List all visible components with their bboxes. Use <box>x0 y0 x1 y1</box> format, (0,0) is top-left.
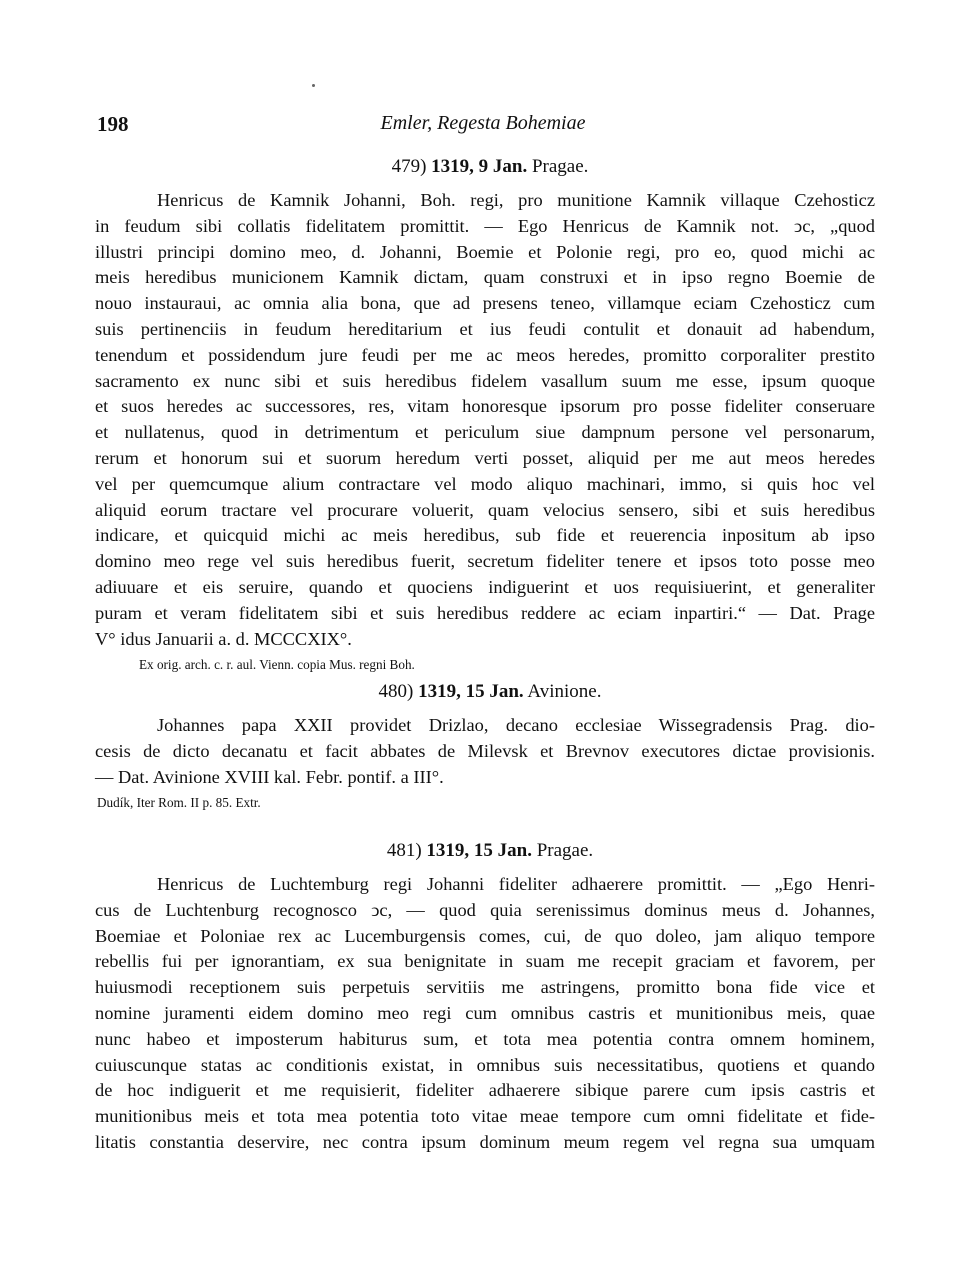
entry-number: 481) <box>386 840 422 861</box>
body-line: rerum et honorum sui et suorum heredum verti posset, aliquid per me aut meos heredes <box>95 447 875 468</box>
entry-479 <box>95 154 875 675</box>
body-line: cuiuscunque statas ac conditionis existat, in omnibus suis necessitatibus, quotiens et quando <box>95 1054 875 1075</box>
entry-place: Pragae. <box>531 156 589 177</box>
body-line: Henricus de Kamnik Johanni, Boh. regi, pro munitione Kamnik villaque Czehosticz <box>157 190 875 210</box>
body-line: Johannes papa XXII providet Drizlao, decano ecclesiae Wissegradensis Prag. dio- <box>157 715 875 735</box>
body-line: rebellis fui per ignorantiam, ex sua benignitate in suam me recepit graciam et favorem, per <box>95 951 875 972</box>
body-line: cesis de dicto decanatu et facit abbates de Milevsk et Brevnov executores dictae provisionis. <box>95 740 875 761</box>
body-line: vel per quemcumque alium contractare vel modo aliquo machinari, immo, si quis hoc vel <box>95 473 875 494</box>
page-header <box>97 112 869 142</box>
body-line: illustri principi domino meo, d. Johanni, Boemie et Polonie regi, pro eo, quod michi ac <box>95 241 875 262</box>
body-line: in feudum sibi collatis fidelitatem promittit. — Ego Henricus de Kamnik not. ↄc, „quod <box>95 215 875 236</box>
body-line: suis pertinenciis in feudum hereditarium et ius feudi contulit et donauit ad habendum, <box>95 318 875 339</box>
body-line: puram et veram fidelitatem sibi et suis heredibus reddere ac eciam inpartiri.“ — Dat. Prage <box>95 602 875 623</box>
body-line: domino meo rege vel suis heredibus fuerit, secretum fideliter tenere et ipsos toto posse meo <box>95 551 875 572</box>
entry-date: 1319, 15 Jan. <box>426 840 532 861</box>
source-citation: Ex orig. arch. c. r. aul. Vienn. copia Mus. regni Boh. <box>139 657 415 673</box>
body-line: V° idus Januarii a. d. MCCCXIX°. <box>95 628 352 649</box>
body-line: huiusmodi receptionem suis perpetuis servitiis me astringens, promitto bona fide vice et <box>95 977 875 998</box>
body-line: de hoc indiguerit et me requisierit, fideliter adhaerere sibique parere cum ipsis castris et <box>95 1080 875 1101</box>
entry-number: 480) <box>378 681 414 702</box>
body-line: tenendum et possidendum jure feudi per me ac meos heredes, promitto corporaliter prestito <box>95 344 875 365</box>
body-line: litatis constantia deservire, nec contra ipsum dominum meum regem vel regna sua umquam <box>95 1131 875 1152</box>
body-line: cus de Luchtenburg recognosco ↄc, — quod quia serenissimus dominus meus d. Johannes, <box>95 899 875 920</box>
page-number: 198 <box>97 112 129 136</box>
entry-place: Pragae. <box>536 840 594 861</box>
entry-date: 1319, 15 Jan. <box>418 681 524 702</box>
body-line: nomine juramenti eidem domino meo regi cum omnibus castris et munitionibus meis, quae <box>95 1002 875 1023</box>
scan-speck <box>312 84 315 87</box>
entry-date: 1319, 9 Jan. <box>431 156 528 177</box>
body-line: sacramento ex nunc sibi et suis heredibus fidelem vasallum suum me esse, ipsum quoque <box>95 370 875 391</box>
entry-heading <box>95 154 875 180</box>
body-line: munitionibus meis et tota mea potentia toto vitae meae tempore cum omni fidelitate et fide- <box>95 1106 875 1127</box>
entry-heading <box>95 679 875 705</box>
entry-heading <box>95 838 875 864</box>
body-line: Boemiae et Poloniae rex ac Lucemburgensis comes, cui, de quo doleo, jam aliquo tempore <box>95 925 875 946</box>
body-line: — Dat. Avinione XVIII kal. Febr. pontif. a III°. <box>95 766 444 787</box>
entry-number: 479) <box>391 156 427 177</box>
running-title: Emler, Regesta Bohemiae <box>380 112 586 134</box>
source-citation: Dudík, Iter Rom. II p. 85. Extr. <box>97 795 261 811</box>
body-line: meis heredibus municionem Kamnik dictam, quam construxi et in ipso regno Boemie de <box>95 267 875 288</box>
body-line: aliquid eorum tractare vel procurare voluerit, quam velocius sensero, sibi et suis heredibus <box>95 499 875 520</box>
entry-place: Avinione. <box>527 681 602 702</box>
entry-480 <box>95 679 875 813</box>
entry-481 <box>95 838 875 1156</box>
body-line: et suos heredes ac successores, res, vitam honoresque ipsorum pro posse fideliter conseruare <box>95 396 875 417</box>
body-line: et nullatenus, quod in detrimentum et periculum siue dampnum persone vel personarum, <box>95 422 875 443</box>
entry-body <box>95 713 875 790</box>
body-line: nouo instauraui, ac omnia alia bona, que ad presens teneo, villamque eciam Czehosticz cum <box>95 293 875 314</box>
body-line: Henricus de Luchtemburg regi Johanni fideliter adhaerere promittit. — „Ego Henri- <box>157 874 875 894</box>
body-line: nunc habeo et imposterum habiturus sum, et tota mea potentia contra omnem hominem, <box>95 1028 875 1049</box>
body-line: adiuuare et eis seruire, quando et quociens indiguerint et uos requisiuerint, et generaliter <box>95 576 875 597</box>
entry-body <box>95 872 875 1156</box>
entry-body <box>95 188 875 652</box>
body-line: indicare, et quicquid michi ac meis heredibus, sub fide et reuerencia inpositum ab ipso <box>95 525 875 546</box>
